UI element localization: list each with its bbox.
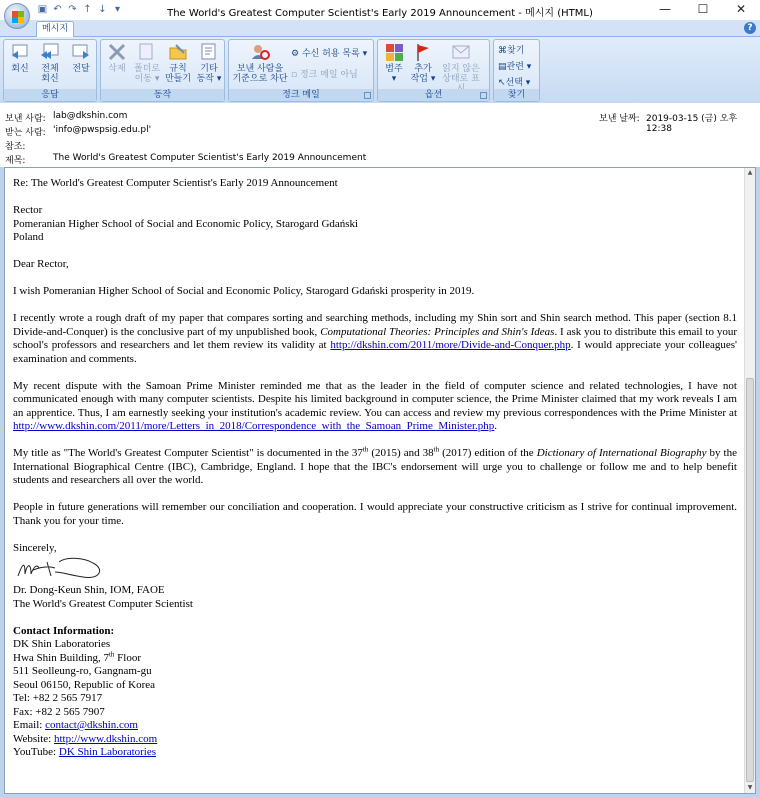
group-respond (3, 39, 97, 102)
down-arrow-icon[interactable]: ↓ (98, 4, 107, 15)
maximize-button[interactable]: ☐ (697, 2, 709, 16)
sent-value: 2019-03-15 (금) 오후 12:38 (646, 114, 738, 134)
flag-icon (412, 42, 434, 62)
sent-label: 보낸 날짜: (599, 114, 640, 124)
paragraph-2: I recently wrote a rough draft of my paper that compares sorting and searching methods, including my Shin sort and Shin search method. This paper (section 8.1 Divide-and-Conquer) is the conclusive part of my unpublished book, Computational Theories: Principles and Shin's Ideas. I ask you to distribute this email to your school's professors and researchers and let them review its validity at http://dkshin.com/2011/more/Divide-and-Conquer.php. I would appreciate your colleagues' examination and comments. (13, 312, 737, 365)
block-sender-button[interactable]: 보낸 사람을 기준으로 차단 (231, 42, 289, 84)
delete-button[interactable]: 삭제 (104, 42, 130, 74)
tab-message[interactable]: 메시지 (36, 21, 74, 38)
select-button[interactable]: ↖선택 ▾ (498, 78, 531, 88)
mark-unread-icon (450, 42, 472, 62)
contact-youtube: YouTube: DK Shin Laboratories (13, 746, 157, 758)
greeting: Dear Rector, (13, 258, 69, 270)
categorize-button[interactable]: 범주 ▾ (381, 42, 407, 84)
forward-icon (70, 42, 92, 62)
youtube-link[interactable]: DK Shin Laboratories (58, 746, 157, 758)
contact-building: Hwa Shin Building, 7th Floor (13, 649, 141, 664)
message-body-pane[interactable] (4, 167, 756, 794)
contact-email: Email: contact@dkshin.com (13, 719, 138, 731)
select-icon: ↖ (498, 78, 506, 88)
to-value[interactable]: 'info@pwspsig.edu.pl' (53, 125, 152, 135)
office-button[interactable] (4, 3, 30, 29)
help-icon[interactable]: ? (744, 22, 756, 34)
window-title: The World's Greatest Computer Scientist's Early 2019 Announcement - 메시지 (HTML) (167, 8, 593, 19)
closing: Sincerely, (13, 541, 57, 554)
message-header (0, 103, 760, 167)
paragraph-1: I wish Pomeranian Higher School of Social and Economic Policy, Starogard Gdański prosperity in 2019. (13, 285, 475, 297)
website-link[interactable]: http://www.dkshin.com (53, 732, 158, 745)
contact-company: DK Shin Laboratories (13, 638, 111, 650)
undo-icon[interactable]: ↶ (53, 4, 62, 15)
contact-website: Website: http://www.dkshin.com (13, 732, 158, 745)
close-button[interactable]: ✕ (735, 2, 747, 16)
scroll-down-icon[interactable]: ▼ (747, 784, 753, 791)
junk-launcher-icon[interactable] (364, 92, 371, 99)
other-actions-icon (198, 42, 220, 62)
reply-button[interactable]: 회신 (8, 42, 32, 74)
redo-icon[interactable]: ↷ (68, 4, 77, 15)
scroll-thumb[interactable] (746, 378, 754, 782)
from-value[interactable]: lab@dkshin.com (53, 111, 128, 121)
other-actions-button[interactable]: 기타 동작 ▾ (195, 42, 223, 84)
reply-icon (9, 42, 31, 62)
scroll-up-icon[interactable]: ▲ (747, 169, 753, 176)
vertical-scrollbar[interactable] (744, 168, 755, 793)
recipient-address: Rector Pomeranian Higher School of Social and Economic Policy, Starogard Gdański Poland (13, 204, 359, 243)
group-label-actions: 동작 (101, 89, 224, 101)
subject-label: 제목: (5, 156, 26, 166)
delete-icon (106, 42, 128, 62)
contact-fax: Fax: +82 2 565 7907 (13, 705, 105, 718)
email-link[interactable]: contact@dkshin.com (45, 719, 138, 731)
group-find (493, 39, 540, 102)
group-junk (228, 39, 374, 102)
move-folder-icon (136, 42, 158, 62)
message-body (13, 177, 737, 760)
contact-heading: Contact Information: (13, 624, 115, 637)
rule-icon (167, 42, 189, 62)
sender-title: The World's Greatest Computer Scientist (13, 597, 193, 610)
paragraph-3: My recent dispute with the Samoan Prime Minister reminded me that as the leader in the field of computer science and related technologies, I have not communicated enough with many computer scientists. Despite his limited background in computer science, the Prime Minister claimed that my work reveals I am an apprentice. Thus, I am earnestly seeking your institution's academic review. You can access and review my previous correspondences with the Prime Minister at http://www.dkshin.com/2011/more/Letters_in_2018/Correspondence_with_the_Samoan_Prime_Minister.php. (13, 379, 737, 432)
safe-list-button[interactable]: ⚙ 수신 허용 목록 ▾ (291, 49, 368, 59)
follow-up-button[interactable]: 추가 작업 ▾ (410, 42, 436, 84)
group-options (377, 39, 490, 102)
group-label-find: 찾기 (494, 89, 539, 101)
related-button[interactable]: ▤관련 ▾ (498, 62, 532, 72)
contact-tel: Tel: +82 2 565 7917 (13, 692, 103, 704)
not-junk-icon: ▫ (291, 70, 300, 80)
subject-value: The World's Greatest Computer Scientist's Early 2019 Announcement (53, 153, 367, 163)
ribbon (0, 37, 760, 103)
cc-label: 참조: (5, 142, 26, 152)
up-arrow-icon[interactable]: ↑ (83, 4, 92, 15)
minimize-button[interactable]: — (659, 2, 671, 16)
reply-subject-line: Re: The World's Greatest Computer Scientist's Early 2019 Announcement (13, 177, 338, 189)
mark-unread-button[interactable]: 읽지 않은 상태로 표 (439, 42, 483, 94)
ribbon-tab-row (0, 20, 760, 37)
paragraph-5: People in future generations will remember our conciliation and cooperation. I would appreciate your constructive criticism as I strive for continual improvement. Thank you for your time. (13, 501, 737, 527)
contact-city: Seoul 06150, Republic of Korea (13, 678, 156, 691)
forward-button[interactable]: 전달 (68, 42, 94, 74)
binoculars-icon: ⌘ (498, 46, 507, 56)
related-icon: ▤ (498, 62, 507, 72)
correspondence-link[interactable]: http://www.dkshin.com/2011/more/Letters_in_2018/Correspondence_with_the_Samoan_Prime_Minister.php (13, 420, 495, 432)
reply-all-icon (39, 42, 61, 62)
safe-list-icon: ⚙ (291, 49, 302, 59)
group-actions (100, 39, 225, 102)
group-label-respond: 응답 (4, 89, 96, 101)
contact-street: 511 Seolleung-ro, Gangnam-gu (13, 665, 152, 677)
customize-qat-icon[interactable]: ▾ (114, 4, 121, 15)
group-label-options: 옵션 (378, 89, 489, 101)
reply-all-button[interactable]: 전체 회신 (37, 42, 63, 84)
dictionary-title: Dictionary of International Biography (536, 447, 707, 459)
move-to-folder-button[interactable]: 폴더로 이동 ▾ (133, 42, 161, 84)
from-label: 보낸 사람: (5, 114, 46, 124)
to-label: 받는 사람: (5, 128, 46, 138)
options-launcher-icon[interactable] (480, 92, 487, 99)
block-sender-icon (249, 42, 271, 62)
office-logo-icon (12, 11, 24, 23)
title-bar (0, 0, 760, 20)
save-icon[interactable]: ▣ (37, 4, 48, 15)
sender-name: Dr. Dong-Keun Shin, IOM, FAOE (13, 584, 165, 596)
divide-conquer-link[interactable]: http://dkshin.com/2011/more/Divide-and-Conquer.php (330, 339, 571, 351)
find-button[interactable]: ⌘찾기 (498, 46, 525, 56)
paragraph-4: My title as "The World's Greatest Computer Scientist" is documented in the 37th (2015) and 38th (2017) edition of the Dictionary of International Biography by the International Biographical Centre (IBC), Cambridge, England. I hope that the IBC's endorsement will urge you to challenge or follow me and to help benefit students and researchers all over the world. (13, 445, 737, 486)
book-title: Computational Theories: Principles and Shin's Ideas (320, 325, 555, 338)
categorize-icon (383, 42, 405, 62)
group-label-junk: 정크 메일 (229, 89, 373, 101)
create-rule-button[interactable]: 규칙 만들기 (164, 42, 192, 84)
signature-image (15, 554, 107, 584)
not-junk-button[interactable]: ▫ 정크 메일 아님 (291, 70, 358, 80)
